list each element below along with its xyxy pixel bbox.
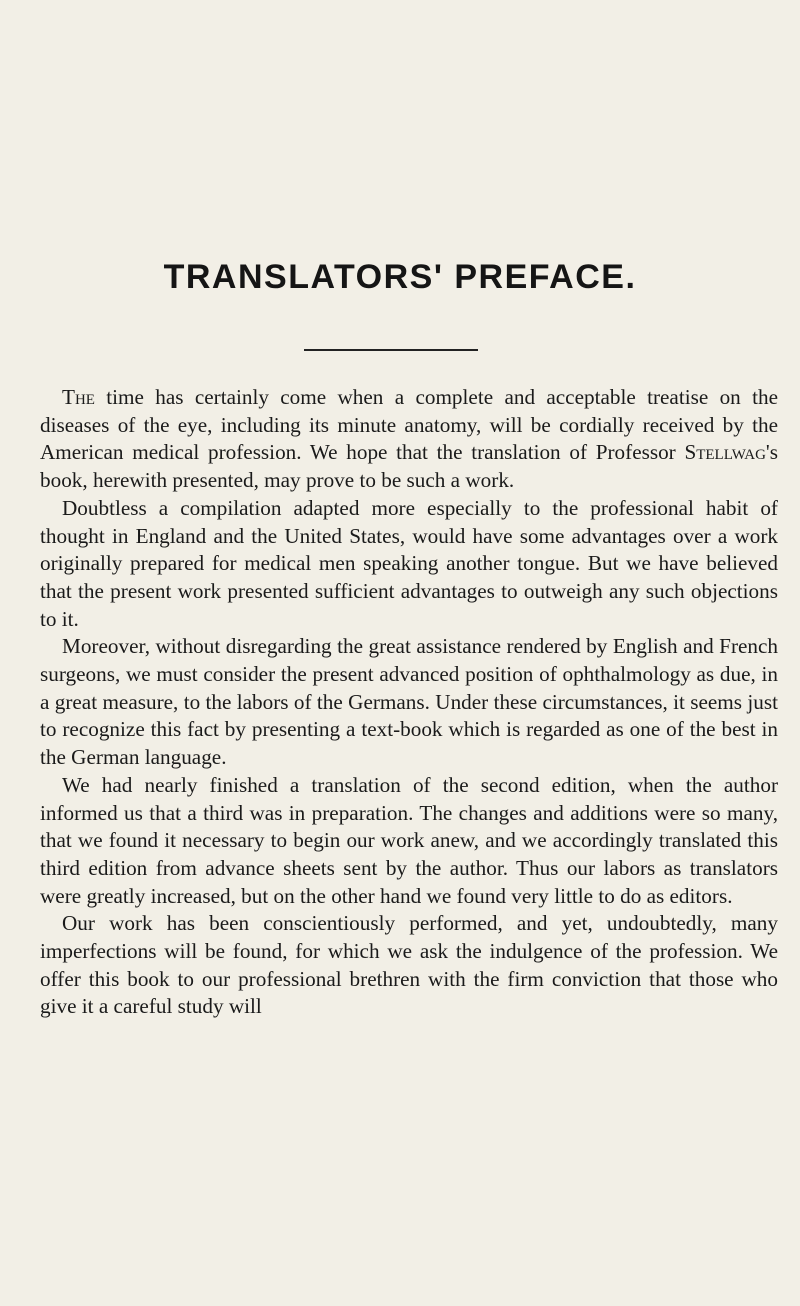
title-divider-rule	[304, 349, 478, 351]
paragraph-2: Doubtless a compilation adapted more especially to the professional habit of thought in England and the United States, would have some advantages over a work originally prepared for medical men speaking another tongue. But we have believed that the present work presented sufficient advantages to outweigh any such objections to it.	[40, 495, 778, 631]
paragraph-1-text-after: 's book, herewith presented, may prove to be such a work.	[40, 440, 778, 493]
paragraph-5: Our work has been conscientiously performed, and yet, undoubtedly, many imperfections will be found, for which we ask the indulgence of the profession. We offer this book to our professional brethren with the firm conviction that those who give it a careful study will	[40, 911, 778, 1019]
preface-body	[40, 384, 778, 1021]
paragraph-1-text-before: time has certainly come when a complete and acceptable treatise on the diseases of the eye, including its minute anatomy, will be cordially received by the American medical profession. We hope that the translation of Professor	[40, 385, 778, 465]
paragraph-1	[40, 384, 778, 495]
page-title: TRANSLATORS' PREFACE.	[163, 258, 637, 296]
author-name: Stellwag	[684, 440, 766, 465]
paragraph-4: We had nearly finished a translation of the second edition, when the author informed us that a third was in preparation. The changes and additions were so many, that we found it necessary to begin our work anew, and we accordingly translated this third edition from advance sheets sent by the author. Thus our labors as translators were greatly increased, but on the other hand we found very little to do as editors.	[40, 772, 778, 908]
paragraph-1-lead-word: The	[62, 385, 95, 409]
paragraph-3: Moreover, without disregarding the great assistance rendered by English and French surgeons, we must consider the present advanced position of ophthalmology as due, in a great measure, to the labors of the Germans. Under these circumstances, it seems just to recognize this fact by presenting a text-book which is regarded as one of the best in the German language.	[40, 634, 778, 770]
